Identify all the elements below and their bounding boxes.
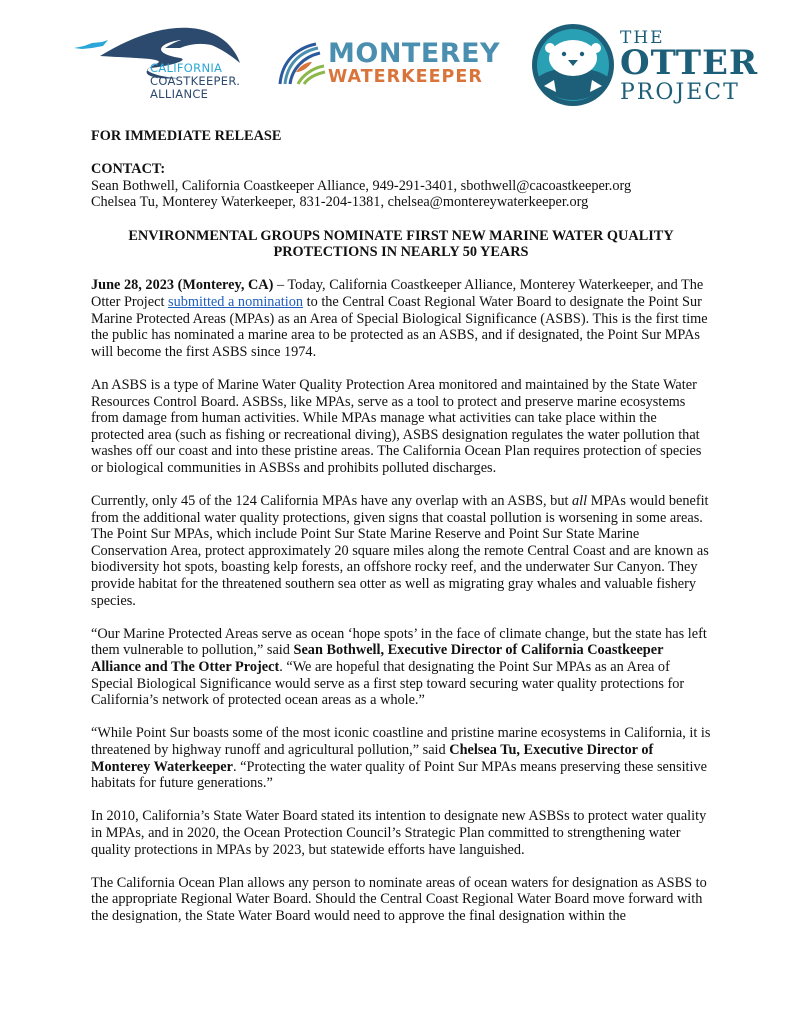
otter-logo-line3: PROJECT [620,80,740,105]
california-coastkeeper-alliance-logo [70,18,250,108]
quote-text-cont: . “Protecting the water quality of Point Sur MPAs means preserving these sensitive habitats for future generations.” [91,758,707,792]
paragraph-bothwell-quote [91,626,711,709]
monterey-waterkeeper-logo [276,40,501,90]
quote-text-cont: . “We are hopeful that designating the Point Sur MPAs as an Area of Special Biological Significance would serve as a first step toward securing water quality protections for California’s network of protected ocean areas as a whole.” [91,659,685,709]
paragraph-ocean-plan: The California Ocean Plan allows any person to nominate areas of ocean waters for designation as ASBS to the appropriate Regional Water Board. Should the Central Coast Regional Water Board move forward with the designation, the State Water Board would need to approve the final designation within the [91,874,707,924]
paragraph-intro [91,277,711,360]
quote-text: “Our Marine Protected Areas serve as ocean ‘hope spots’ in the face of climate change, but the state has left them vulnerable to pollution,” said [91,625,707,659]
mw-logo-line1: MONTEREY [328,38,501,69]
speaker-attribution: Sean Bothwell, Executive Director of California Coastkeeper Alliance and The Otter Project [91,642,664,675]
otter-logo-line2: OTTER [620,43,759,83]
mpa-text-cont: MPAs would benefit from the additional water quality protections, given signs that coastal pollution is worsening in some areas. The Point Sur MPAs, which include Point Sur State Marine Reserve and Point Sur State Marine Conservation Area, protect approximately 20 square miles along the remote Central Coast and are known as biodiversity hot spots, boasting kelp forests, an offshore rocky reef, and the underwater Sur Canyon. They provide habitat for the threatened southern sea otter as well as migrating gray whales and valuable fishery species. [91,493,709,609]
the-otter-project-logo [528,20,758,110]
quote-text: “While Point Sur boasts some of the most iconic coastline and pristine marine ecosystems in California, it is threatened by highway runoff and agricultural pollution,” said [91,725,711,758]
paragraph-mpa-overlap [91,493,711,609]
contact-line-1: Sean Bothwell, California Coastkeeper Alliance, 949-291-3401, sbothwell@cacoastkeeper.org [91,177,632,194]
waterkeeper-waves-icon [276,42,326,86]
intro-text: – Today, California Coastkeeper Alliance, Monterey Waterkeeper, and The Otter Project [91,277,704,310]
headline-line-1: ENVIRONMENTAL GROUPS NOMINATE FIRST NEW MARINE WATER QUALITY [128,227,674,244]
dateline: June 28, 2023 (Monterey, CA) [91,277,274,294]
logo-bar [0,0,792,120]
otter-logo-line1: THE [620,28,665,48]
mpa-emphasis: all [572,493,588,510]
mw-logo-line2: WATERKEEPER [328,67,483,87]
press-release-body [91,128,711,925]
paragraph-history: In 2010, California’s State Water Board stated its intention to designate new ASBSs to protect water quality in MPAs, and in 2020, the Ocean Protection Council’s Strategic Plan committed to strengthening water quality protections in MPAs by 2023, but statewide efforts have languished. [91,808,707,858]
contact-label: CONTACT: [91,161,166,178]
paragraph-tu-quote [91,725,711,791]
headline-line-2: PROTECTIONS IN NEARLY 50 YEARS [273,244,529,261]
intro-text-cont: to the Central Coast Regional Water Board to designate the Point Sur Marine Protected Areas (MPAs) as an Area of Special Biological Significance (ASBS). This is the first time the public has nominated a marine area to be protected as an ASBS, and if designated, the Point Sur MPAs will become the first ASBS since 1974. [91,293,708,360]
release-label: FOR IMMEDIATE RELEASE [91,128,282,144]
otter-icon [530,22,616,108]
paragraph-asbs-definition: An ASBS is a type of Marine Water Quality Protection Area monitored and maintained by the State Water Resources Control Board. ASBSs, like MPAs, serve as a tool to protect and preserve marine ecosystems from damage from human activities. While MPAs manage what activities can take place within the protected area (such as fishing or recreational diving), ASBS designation regulates the water pollution that washes off our coast and into these pristine areas. The California Ocean Plan requires protection of species or biological communities in ASBSs and prohibits polluted discharges. [91,376,702,476]
speaker-attribution: Chelsea Tu, Executive Director of Monterey Waterkeeper [91,741,654,775]
contact-line-2: Chelsea Tu, Monterey Waterkeeper, 831-204-1381, chelsea@montereywaterkeeper.org [91,194,589,211]
nomination-link[interactable]: submitted a nomination [168,293,304,310]
cca-logo-line3: ALLIANCE [150,87,209,101]
mpa-text: Currently, only 45 of the 124 California MPAs have any overlap with an ASBS, but [91,493,573,510]
cca-logo-line2: COASTKEEPER. [150,74,241,88]
cca-logo-line1: CALIFORNIA [150,61,223,75]
